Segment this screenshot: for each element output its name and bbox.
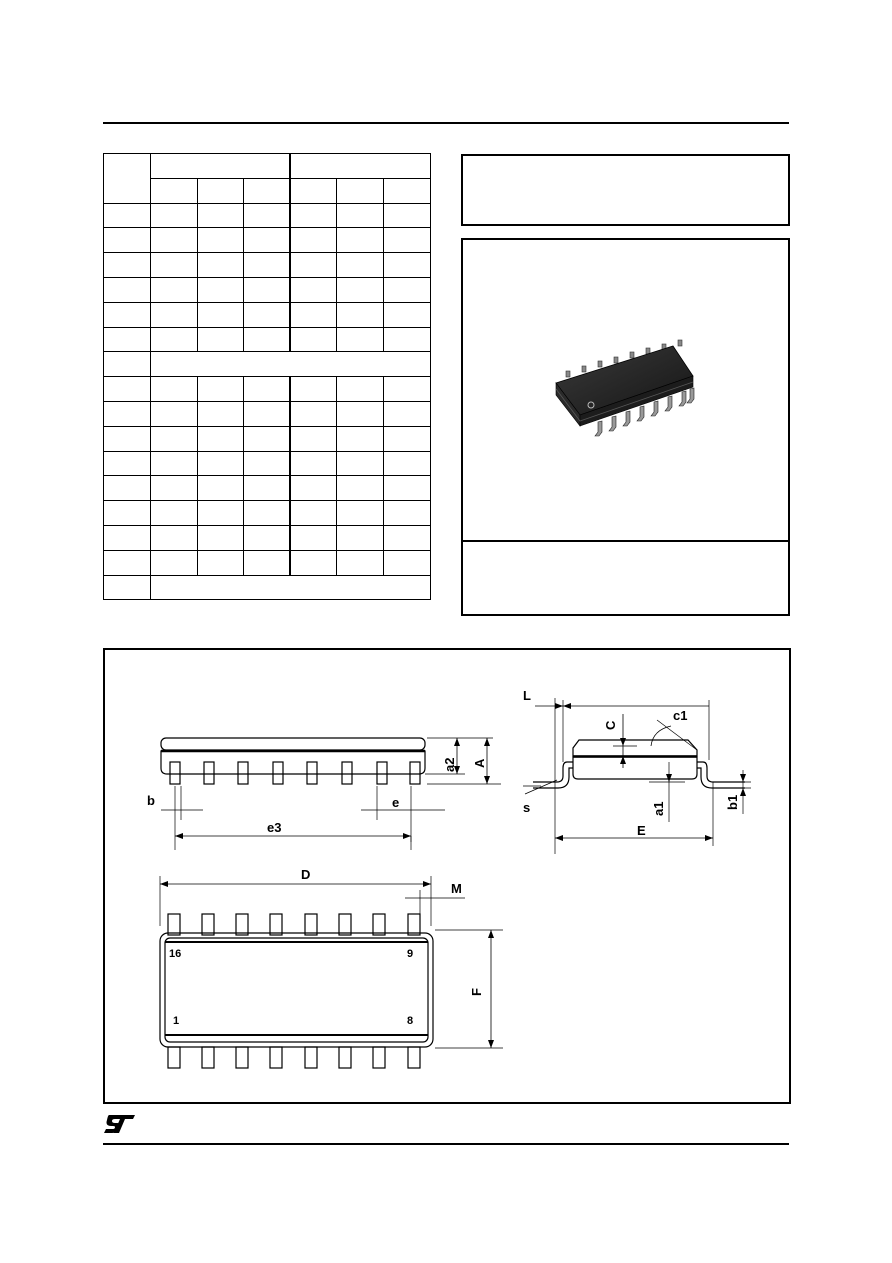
dim-label-L: L: [523, 688, 531, 703]
dim-label-F: F: [469, 988, 484, 996]
table-row: [104, 550, 431, 575]
table-row: [104, 203, 431, 228]
package-image-box: [461, 238, 790, 616]
header-typ-cell: [337, 178, 384, 203]
side-view-top-body: [161, 738, 425, 750]
header-max-cell: [384, 178, 431, 203]
table-row: [104, 451, 431, 476]
dimension-table: [103, 153, 431, 600]
table-row: [104, 525, 431, 550]
end-view-top-body: [573, 740, 697, 756]
table-row: [104, 501, 431, 526]
top-view-body-outer: [160, 933, 433, 1047]
pin-label-8: 8: [407, 1015, 414, 1027]
header-typ-cell: [198, 178, 244, 203]
footer-rule: [103, 1143, 789, 1145]
table-row: [104, 575, 431, 600]
end-view-bottom-body: [573, 757, 697, 779]
dim-label-A: A: [472, 758, 487, 768]
dim-label-e: e: [392, 795, 400, 810]
table-row: [104, 426, 431, 451]
end-view-left-lead: [533, 762, 573, 782]
table-row: [104, 277, 431, 302]
table-row: [104, 352, 431, 377]
dim-label-C: C: [603, 720, 618, 730]
dim-label-s: s: [523, 800, 531, 815]
dim-label-b1: b1: [725, 794, 740, 810]
package-title-box: [461, 154, 790, 226]
table-row: [104, 327, 431, 352]
pin-label-1: 1: [173, 1015, 180, 1027]
dim-label-E: E: [637, 823, 646, 838]
dim-label-a1: a1: [651, 801, 666, 816]
pin-label-16: 16: [169, 948, 182, 960]
dim-label-D: D: [301, 867, 311, 882]
top-view-top-leads: [168, 914, 420, 935]
dim-label-a2: a2: [442, 757, 457, 772]
header-max-cell: [244, 178, 290, 203]
dim-label-c1: c1: [673, 708, 688, 723]
side-view-leads: [170, 762, 420, 784]
mechanical-drawing: [103, 648, 791, 1104]
header-mm-cell: [151, 154, 290, 179]
table-row: [104, 401, 431, 426]
table-row: [104, 377, 431, 402]
st-logo: [103, 1113, 137, 1135]
outline-drawing-svg: [105, 650, 789, 1102]
dim-label-b: b: [147, 793, 155, 808]
table-row: [104, 253, 431, 278]
end-view-right-lead: [697, 762, 745, 782]
top-view-bottom-leads: [168, 1047, 420, 1068]
table-row: [104, 228, 431, 253]
table-row: [104, 302, 431, 327]
dim-label-M: M: [451, 881, 462, 896]
soic-package-image: [463, 240, 788, 540]
table-row: [104, 476, 431, 501]
header-dim-cell: [104, 154, 151, 204]
header-min-cell: [290, 178, 337, 203]
top-view-body-inner: [165, 938, 428, 1042]
header-rule: [103, 122, 789, 124]
header-inch-cell: [290, 154, 431, 179]
pin-label-9: 9: [407, 948, 414, 960]
package-caption-divider: [463, 540, 788, 542]
dim-label-e3: e3: [267, 820, 282, 835]
header-min-cell: [151, 178, 198, 203]
